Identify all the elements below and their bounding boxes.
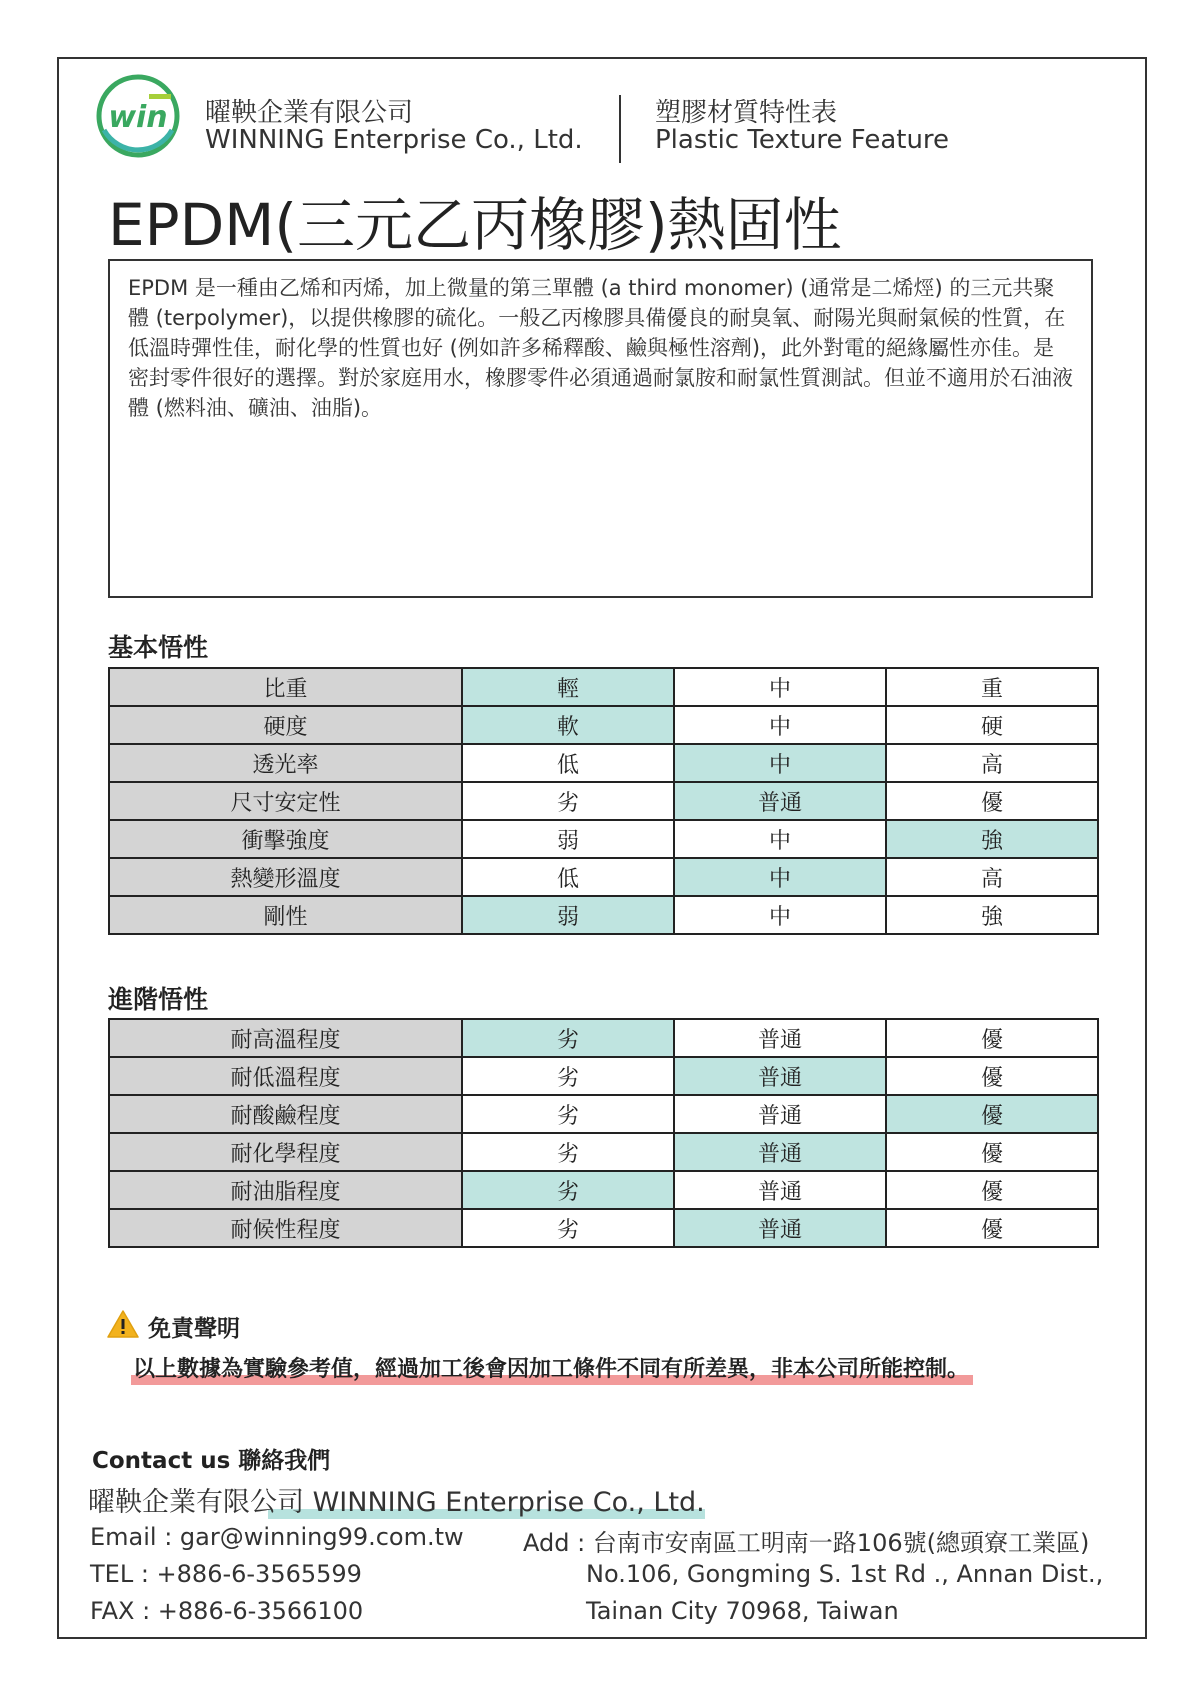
advanced-rating-option: 優 — [886, 1209, 1098, 1247]
advanced-property-label: 耐化學程度 — [109, 1133, 462, 1171]
contact-address-zh: Add : 台南市安南區工明南一路106號(總頭寮工業區) — [523, 1529, 1090, 1557]
basic-rating-option-selected: 普通 — [674, 782, 886, 820]
advanced-rating-option: 優 — [886, 1171, 1098, 1209]
advanced-rating-option-selected: 普通 — [674, 1057, 886, 1095]
basic-rating-option-selected: 輕 — [462, 668, 674, 706]
basic-rating-option: 劣 — [462, 782, 674, 820]
advanced-rating-option: 普通 — [674, 1171, 886, 1209]
basic-row — [109, 668, 1098, 706]
basic-rating-option: 中 — [674, 668, 886, 706]
basic-rating-option-selected: 強 — [886, 820, 1098, 858]
advanced-rating-option: 劣 — [462, 1209, 674, 1247]
advanced-property-label: 耐酸鹼程度 — [109, 1095, 462, 1133]
advanced-property-label: 耐候性程度 — [109, 1209, 462, 1247]
basic-row — [109, 858, 1098, 896]
basic-row — [109, 782, 1098, 820]
advanced-row — [109, 1133, 1098, 1171]
basic-row — [109, 744, 1098, 782]
basic-rating-option: 中 — [674, 820, 886, 858]
basic-rating-option: 弱 — [462, 820, 674, 858]
company-name-zh: 曜鞅企業有限公司 — [205, 98, 414, 128]
warning-icon — [106, 1309, 140, 1339]
advanced-rating-option: 優 — [886, 1057, 1098, 1095]
logo-text: win — [108, 100, 168, 135]
basic-rating-option: 高 — [886, 858, 1098, 896]
advanced-rating-option: 優 — [886, 1019, 1098, 1057]
basic-row — [109, 706, 1098, 744]
basic-property-label: 衝擊強度 — [109, 820, 462, 858]
advanced-rating-option-selected: 普通 — [674, 1133, 886, 1171]
advanced-properties-title: 進階悟性 — [108, 985, 209, 1014]
description-text: EPDM 是一種由乙烯和丙烯，加上微量的第三單體 (a third monomer) (通常是二烯烴) 的三元共聚體 (terpolymer)，以提供橡膠的硫化。一般乙丙橡膠具備優良的耐臭氧、耐陽光與耐氣候的性質，在低溫時彈性佳，耐化學的性質也好 (例如許多稀釋酸、鹼與極性溶劑)，此外對電的絕緣屬性亦佳。是密封零件很好的選擇。對於家庭用水，橡膠零件必須通過耐氯胺和耐氯性質測試。但並不適用於石油液體 (燃料油、礦油、油脂)。 — [128, 276, 1073, 420]
basic-property-label: 尺寸安定性 — [109, 782, 462, 820]
contact-email[interactable]: Email : gar@winning99.com.tw — [90, 1523, 464, 1551]
basic-row — [109, 896, 1098, 934]
basic-rating-option: 低 — [462, 744, 674, 782]
basic-rating-option: 低 — [462, 858, 674, 896]
document-title-zh: 塑膠材質特性表 — [655, 98, 838, 128]
advanced-rating-option-selected: 優 — [886, 1095, 1098, 1133]
basic-rating-option: 重 — [886, 668, 1098, 706]
contact-address-en-line1: No.106, Gongming S. 1st Rd ., Annan Dist., — [586, 1560, 1104, 1588]
basic-rating-option: 中 — [674, 706, 886, 744]
contact-company-name: 曜鞅企業有限公司 WINNING Enterprise Co., Ltd. — [88, 1487, 705, 1518]
basic-rating-option: 高 — [886, 744, 1098, 782]
basic-rating-option: 優 — [886, 782, 1098, 820]
basic-properties-title: 基本悟性 — [108, 633, 209, 662]
advanced-row — [109, 1095, 1098, 1133]
basic-property-label: 硬度 — [109, 706, 462, 744]
contact-fax: FAX : +886-6-3566100 — [90, 1597, 364, 1625]
advanced-rating-option: 普通 — [674, 1019, 886, 1057]
disclaimer-statement — [133, 1352, 969, 1383]
advanced-rating-option: 普通 — [674, 1095, 886, 1133]
disclaimer-title: 免責聲明 — [148, 1316, 240, 1342]
advanced-rating-option-selected: 劣 — [462, 1019, 674, 1057]
basic-rating-option-selected: 軟 — [462, 706, 674, 744]
advanced-rating-option-selected: 普通 — [674, 1209, 886, 1247]
basic-property-label: 透光率 — [109, 744, 462, 782]
advanced-rating-option: 劣 — [462, 1133, 674, 1171]
advanced-property-label: 耐油脂程度 — [109, 1171, 462, 1209]
advanced-row — [109, 1209, 1098, 1247]
contact-title: Contact us 聯絡我們 — [92, 1448, 331, 1474]
basic-properties-table — [108, 667, 1099, 935]
basic-rating-option-selected: 弱 — [462, 896, 674, 934]
description-box — [108, 259, 1093, 598]
basic-row — [109, 820, 1098, 858]
basic-property-label: 熱變形溫度 — [109, 858, 462, 896]
basic-rating-option: 中 — [674, 896, 886, 934]
advanced-rating-option: 劣 — [462, 1057, 674, 1095]
document-title-en: Plastic Texture Feature — [655, 125, 950, 155]
advanced-property-label: 耐高溫程度 — [109, 1019, 462, 1057]
contact-address-en-line2: Tainan City 70968, Taiwan — [586, 1597, 899, 1625]
contact-tel: TEL : +886-6-3565599 — [90, 1560, 362, 1588]
advanced-row — [109, 1171, 1098, 1209]
basic-rating-option: 強 — [886, 896, 1098, 934]
header-divider — [619, 95, 621, 163]
advanced-properties-table — [108, 1018, 1099, 1248]
company-logo — [92, 70, 184, 162]
basic-property-label: 比重 — [109, 668, 462, 706]
basic-rating-option: 硬 — [886, 706, 1098, 744]
basic-rating-option-selected: 中 — [674, 858, 886, 896]
basic-property-label: 剛性 — [109, 896, 462, 934]
company-name-en: WINNING Enterprise Co., Ltd. — [205, 125, 583, 155]
disclaimer-text: 以上數據為實驗參考值，經過加工後會因加工條件不同有所差異，非本公司所能控制。 — [133, 1357, 970, 1382]
advanced-row — [109, 1019, 1098, 1057]
material-title: EPDM(三元乙丙橡膠)熱固性 — [108, 191, 842, 259]
contact-company — [88, 1480, 705, 1519]
advanced-property-label: 耐低溫程度 — [109, 1057, 462, 1095]
basic-rating-option-selected: 中 — [674, 744, 886, 782]
advanced-rating-option: 劣 — [462, 1095, 674, 1133]
advanced-rating-option: 優 — [886, 1133, 1098, 1171]
advanced-row — [109, 1057, 1098, 1095]
advanced-rating-option-selected: 劣 — [462, 1171, 674, 1209]
